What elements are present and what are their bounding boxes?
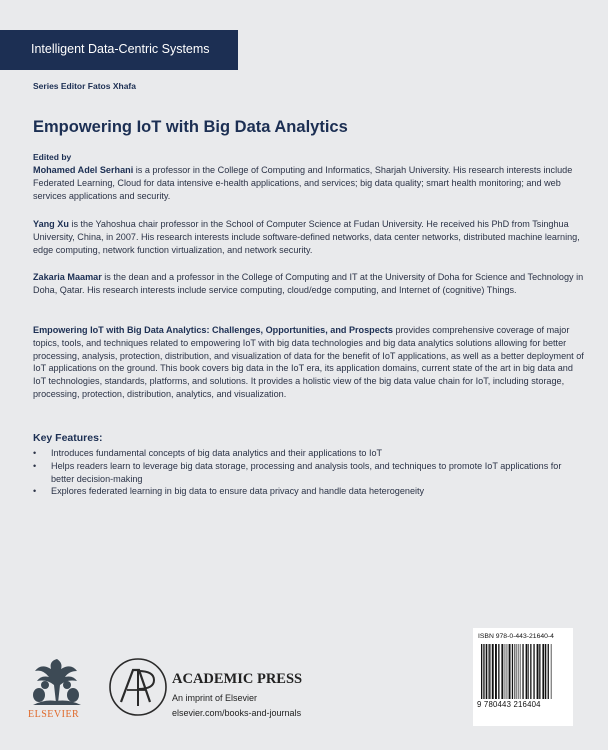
editor-bio-text: is a professor in the College of Computing and Informatics, Sharjah University. His research interests include Federated Learning, Cloud for data intensive e-health applications, and services; big data quality; smart health monitoring; and web services applications and security. (33, 165, 573, 201)
editor-bio-text: is the Yahoshua chair professor in the School of Computer Science at Fudan University. He received his PhD from Tsinghua University, China, in 2007. His research interests include software-defined networks, data center networks, distributed machine learning, edge computing, network function virtualization, and network security. (33, 219, 580, 255)
bullet: • (33, 448, 37, 458)
list-item: • Introduces fundamental concepts of big data analytics and their applications to IoT (33, 448, 383, 458)
edited-by-label: Edited by (33, 152, 72, 162)
imprint-note: An imprint of Elsevier (172, 693, 258, 703)
barcode-number: 9 780443 216404 (477, 700, 541, 709)
isbn-label: ISBN 978-0-443-21640-4 (478, 633, 554, 640)
barcode (481, 644, 567, 699)
bullet: • (33, 460, 37, 471)
editor-name: Mohamed Adel Serhani (33, 165, 134, 175)
list-item: • Helps readers learn to leverage big data storage, processing and analysis tools, and techniques to promote IoT applications for better decision-making (33, 460, 562, 484)
description-lead: Empowering IoT with Big Data Analytics: Challenges, Opportunities, and Prospects (33, 325, 393, 335)
academic-press-ap-logo (108, 656, 168, 718)
description-text: provides comprehensive coverage of major topics, tools, and techniques related to empowering IoT with big data technologies and big data analytics solutions allowing for better processing, analysis, protection, distribution, and visualization of data for the benefit of IoT applications, as well as a better deployment of IoT applications on the ground. This book covers big data in the IoT era, its application domains, current state of the art in big data and IoT technologies, standards, platforms, and solutions. It provides a holistic view of the big data value chain for IoT, including storage, processing, protection, distribution, analytics, and visualization. (33, 325, 584, 399)
editor-name: Zakaria Maamar (33, 272, 102, 282)
editor-name: Yang Xu (33, 219, 69, 229)
editor-bio-2 (33, 218, 585, 256)
editor-bio-1 (33, 164, 585, 202)
series-editor: Series Editor Fatos Xhafa (33, 81, 136, 91)
list-item: • Explores federated learning in big data to ensure data privacy and handle data heterogeneity (33, 486, 425, 497)
editor-bio-text: is the dean and a professor in the College of Computing and IT at the University of Doha for Science and Technology in Doha, Qatar. His research interests include service computing, cloud/edge computing, and Internet of (cognitive) Things. (33, 272, 584, 295)
elsevier-wordmark: ELSEVIER (28, 709, 80, 720)
series-banner (0, 30, 238, 70)
editor-bio-3 (33, 271, 585, 297)
book-description (33, 324, 585, 401)
series-name: Intelligent Data-Centric Systems (31, 42, 210, 56)
publisher-url[interactable]: elsevier.com/books-and-journals (172, 708, 302, 718)
book-title: Empowering IoT with Big Data Analytics (33, 118, 348, 136)
bullet: • (33, 486, 37, 497)
key-features-list (33, 447, 585, 498)
key-features-heading: Key Features: (33, 432, 103, 444)
publisher-name: ACADEMIC PRESS (172, 671, 303, 687)
